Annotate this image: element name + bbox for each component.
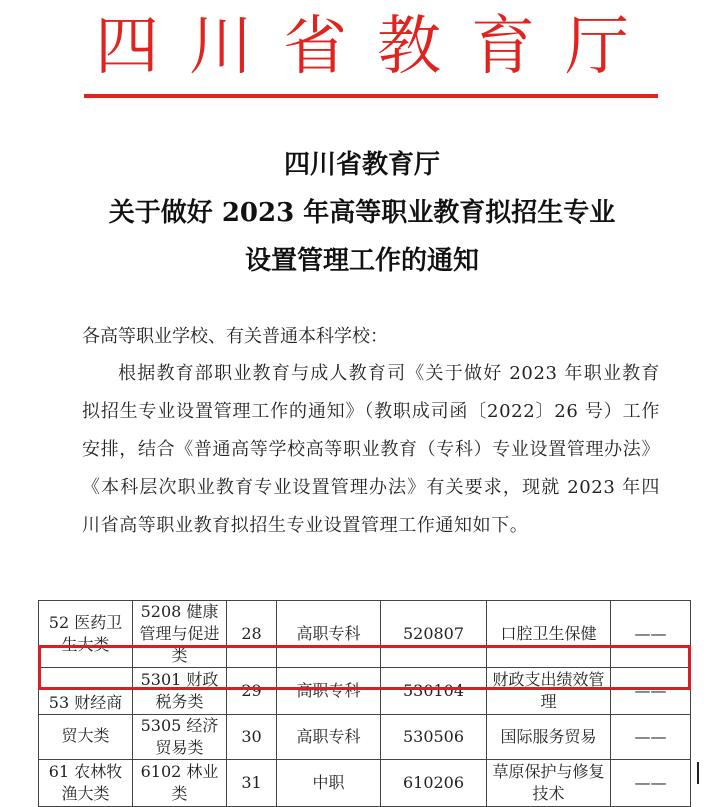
note-cell: —— [611,601,691,668]
document-title-line-3: 设置管理工作的通知 [244,246,479,276]
subcategory-cell: 5301 财政税务类 [133,668,227,715]
subcategory-cell: 6102 林业类 [133,760,227,807]
level-cell: 高职专科 [277,668,381,715]
document-title-line-2: 关于做好 2023 年高等职业教育拟招生专业 [108,198,616,228]
category-cell: 52 医药卫生大类 [39,601,133,668]
table-row [39,715,691,760]
letterhead-char: 川 [189,10,253,84]
note-cell: —— [611,715,691,760]
code-cell: 520807 [381,601,487,668]
table-row [39,760,691,807]
category-cell [39,715,133,760]
document-title-line-1: 四川省教育厅 [283,150,440,180]
letterhead-char: 育 [471,10,535,84]
level-cell: 中职 [277,760,381,807]
note-cell: —— [611,668,691,715]
letterhead-org-name [0,4,724,90]
level-cell: 高职专科 [277,601,381,668]
page-edge-mark [697,762,699,784]
category-text: 贸大类 [61,726,110,745]
major-name-cell: 财政支出绩效管理 [487,668,611,715]
major-name-cell: 国际服务贸易 [487,715,611,760]
letterhead-char: 厅 [565,10,629,84]
major-table-excerpt [38,600,690,803]
note-cell: —— [611,760,691,807]
major-table [38,600,691,807]
body-paragraph: 根据教育部职业教育与成人教育司《关于做好 2023 年职业教育拟招生专业设置管理工作的通知》（教职成司函〔2022〕26 号）工作安排，结合《普通高等学校高等职业教育（专科）专业设置管理办法》《本科层次职业教育专业设置管理办法》有关要求，现就 2023 年四川省高等职业教育拟招生专业设置管理工作通知如下。 [82,363,660,536]
major-name-cell: 草原保护与修复技术 [487,760,611,807]
subcategory-cell: 5305 经济贸易类 [133,715,227,760]
number-cell: 31 [227,760,277,807]
code-cell: 530506 [381,715,487,760]
code-cell: 530104 [381,668,487,715]
letterhead-char: 四 [95,10,159,84]
letterhead-red-rule [84,94,658,98]
subcategory-cell: 5208 健康管理与促进类 [133,601,227,668]
letterhead-char: 教 [377,10,441,84]
table-row [39,601,691,668]
level-cell: 高职专科 [277,715,381,760]
category-cell: 61 农林牧渔大类 [39,760,133,807]
letterhead-char: 省 [283,10,347,84]
number-cell: 30 [227,715,277,760]
table-row-highlighted [39,668,691,715]
number-cell: 29 [227,668,277,715]
salutation: 各高等职业学校、有关普通本科学校： [82,326,388,347]
major-name-cell: 口腔卫生保健 [487,601,611,668]
category-text: 53 财经商 [48,693,123,712]
number-cell: 28 [227,601,277,668]
code-cell: 610206 [381,760,487,807]
category-cell [39,668,133,715]
